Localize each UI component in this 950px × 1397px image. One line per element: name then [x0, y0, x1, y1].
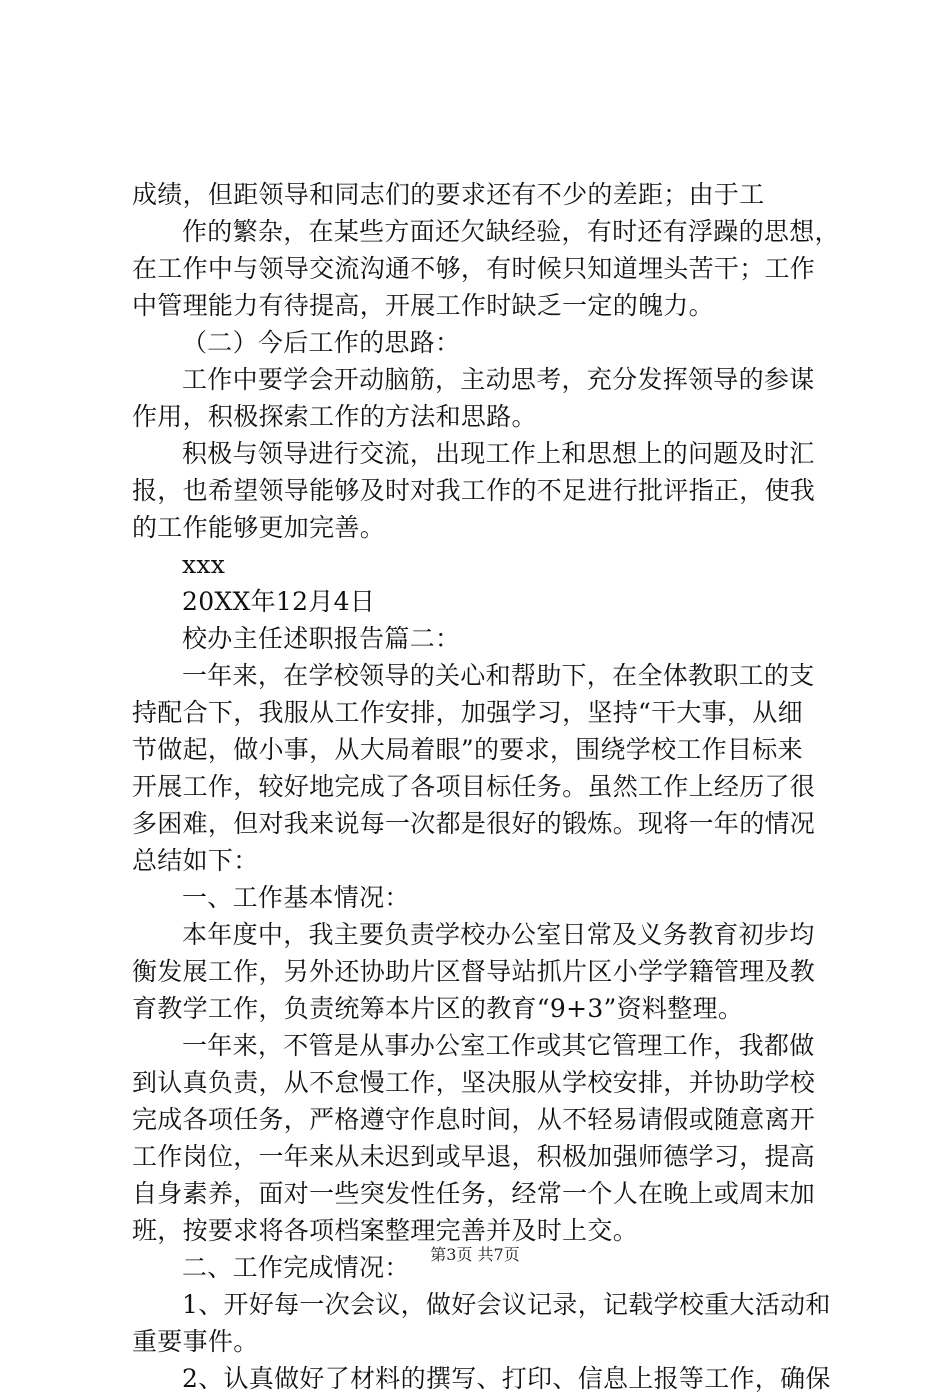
text-line: 在工作中与领导交流沟通不够，有时候只知道埋头苦干；工作 [132, 254, 816, 283]
text-line: 育教学工作，负责统筹本片区的教育“9+3”资料整理。 [132, 994, 744, 1023]
text-line: 成绩，但距领导和同志们的要求还有不少的差距；由于工 [132, 180, 765, 209]
text-line: 工作岗位，一年来从未迟到或早退，积极加强师德学习，提高 [132, 1142, 816, 1171]
text-line: 节做起，做小事，从大局着眼”的要求，围绕学校工作目标来 [132, 735, 803, 764]
text-line: 校办主任述职报告篇二： [182, 624, 461, 653]
text-line: 报，也希望领导能够及时对我工作的不足进行批评指正，使我 [132, 476, 816, 505]
text-line: 20XX年12月4日 [182, 587, 376, 616]
text-line: xxx [182, 550, 226, 579]
text-line: 一、工作基本情况： [182, 883, 410, 912]
text-line: 班，按要求将各项档案整理完善并及时上交。 [132, 1216, 639, 1245]
text-line: 本年度中，我主要负责学校办公室日常及义务教育初步均 [182, 920, 815, 949]
text-line: 一年来，在学校领导的关心和帮助下，在全体教职工的支 [182, 661, 815, 690]
text-line: 中管理能力有待提高，开展工作时缺乏一定的魄力。 [132, 291, 714, 320]
text-line: 自身素养，面对一些突发性任务，经常一个人在晚上或周末加 [132, 1179, 816, 1208]
text-line: 的工作能够更加完善。 [132, 513, 386, 542]
text-line: 1、开好每一次会议，做好会议记录，记载学校重大活动和 [182, 1290, 831, 1319]
text-line: 2、认真做好了材料的撰写、打印、信息上报等工作，确保 [182, 1364, 831, 1393]
page-number-label: 第3页 共7页 [430, 1245, 520, 1264]
text-line: （二）今后工作的思路： [182, 328, 461, 357]
text-line: 多困难，但对我来说每一次都是很好的锻炼。现将一年的情况 [132, 809, 816, 838]
text-line: 总结如下： [132, 846, 259, 875]
text-line: 衡发展工作，另外还协助片区督导站抓片区小学学籍管理及教 [132, 957, 816, 986]
text-line: 作的繁杂，在某些方面还欠缺经验，有时还有浮躁的思想， [182, 217, 840, 246]
document-body [132, 176, 840, 1397]
text-line: 开展工作，较好地完成了各项目标任务。虽然工作上经历了很 [132, 772, 816, 801]
text-line: 持配合下，我服从工作安排，加强学习，坚持“干大事，从细 [132, 698, 803, 727]
text-line: 积极与领导进行交流，出现工作上和思想上的问题及时汇 [182, 439, 815, 468]
text-line: 完成各项任务，严格遵守作息时间，从不轻易请假或随意离开 [132, 1105, 816, 1134]
page-footer [0, 1242, 950, 1265]
text-line: 作用，积极探索工作的方法和思路。 [132, 402, 537, 431]
text-line: 一年来，不管是从事办公室工作或其它管理工作，我都做 [182, 1031, 815, 1060]
text-line: 工作中要学会开动脑筋，主动思考，充分发挥领导的参谋 [182, 365, 815, 394]
text-line: 二、工作完成情况： [182, 1253, 410, 1282]
text-line: 重要事件。 [132, 1327, 259, 1356]
text-line: 到认真负责，从不怠慢工作，坚决服从学校安排，并协助学校 [132, 1068, 816, 1097]
